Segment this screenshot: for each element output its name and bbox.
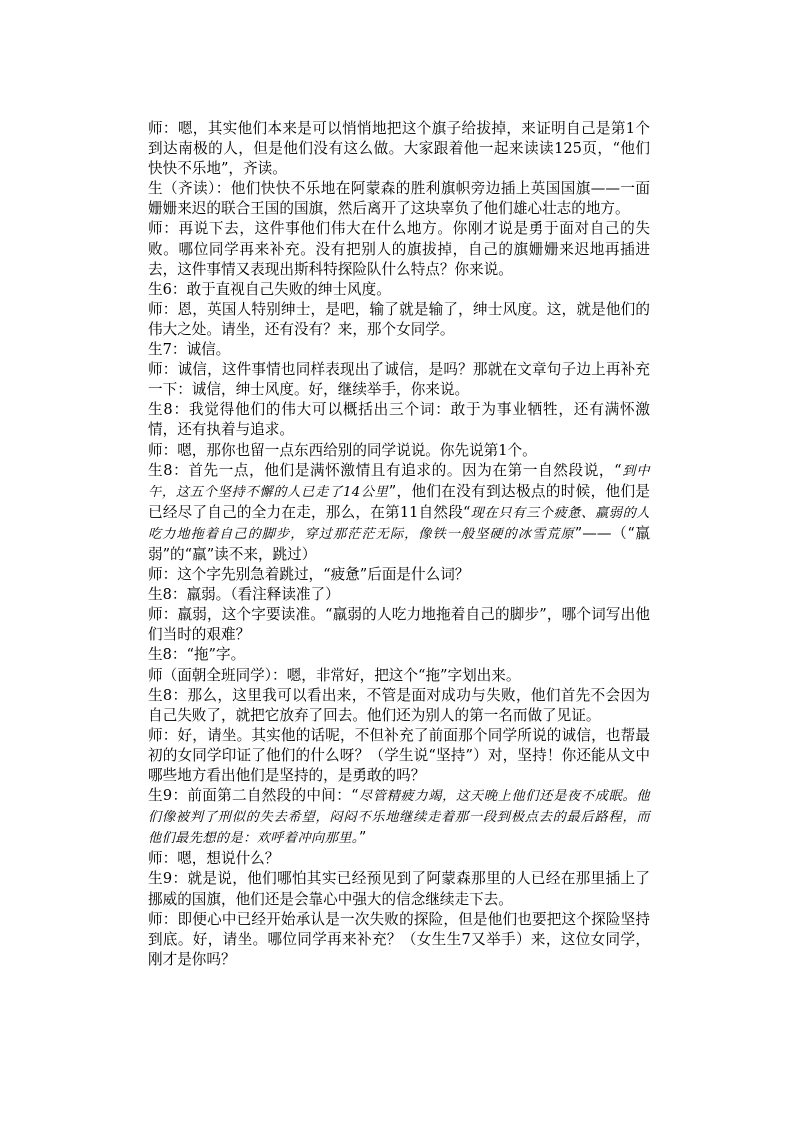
transcript-paragraph: [148, 910, 650, 970]
transcript-paragraph: [148, 849, 650, 869]
transcript-body: [148, 119, 650, 970]
paragraph-text: 师：嗯，想说什么？: [148, 850, 280, 868]
paragraph-text: 师：这个字先别急着跳过，“疲惫”后面是什么词？: [148, 566, 470, 584]
quoted-passage: 到中午，这五个坚持不懈的人已走了14公里: [148, 463, 650, 500]
transcript-paragraph: [148, 340, 650, 360]
transcript-paragraph: [148, 300, 650, 340]
quoted-passage: 现在只有三个疲惫、羸弱的人吃力地拖着自己的脚步，穿过那茫茫无际，像铁一般坚硬的冰雪荒原: [148, 505, 650, 542]
paragraph-text: 生9：前面第二自然段的中间：“: [148, 787, 359, 805]
paragraph-text: 师：好，请坐。其实他的话呢，不但补充了前面那个同学所说的诚信，也帮最初的女同学印证了他们的什么呀？（学生说“坚持”）对，坚持！你还能从文中哪些地方看出他们是坚持的，是勇敢的吗？: [148, 726, 650, 784]
transcript-paragraph: [148, 400, 650, 440]
paragraph-text: 师：羸弱，这个字要读准。“羸弱的人吃力地拖着自己的脚步”，哪个词写出他们当时的艰难？: [148, 606, 650, 644]
transcript-paragraph: [148, 686, 650, 726]
paragraph-text: 师（面朝全班同学）：嗯，非常好，把这个“拖”字划出来。: [148, 666, 521, 684]
paragraph-text: ”: [358, 829, 367, 847]
transcript-paragraph: [148, 786, 650, 849]
paragraph-text: 师：嗯，其实他们本来是可以悄悄地把这个旗子给拔掉，来证明自己是第1个到达南极的人，但是他们没有这么做。大家跟着他一起来读读125页，“他们快快不乐地”，齐读。: [148, 120, 650, 178]
paragraph-text: 生（齐读）：他们快快不乐地在阿蒙森的胜利旗帜旁边插上英国国旗——一面姗姗来迟的联合王国的国旗，然后离开了这块辜负了他们雄心壮志的地方。: [148, 180, 650, 218]
transcript-paragraph: [148, 605, 650, 645]
transcript-paragraph: [148, 280, 650, 300]
transcript-paragraph: [148, 119, 650, 179]
paragraph-text: 生9：就是说，他们哪怕其实已经预见到了阿蒙森那里的人已经在那里插上了挪威的国旗，他们还是会靠心中强大的信念继续走下去。: [148, 870, 650, 908]
transcript-paragraph: [148, 726, 650, 786]
paragraph-text: 生8：羸弱。（看注释读准了）: [148, 586, 340, 604]
transcript-paragraph: [148, 461, 650, 565]
transcript-paragraph: [148, 441, 650, 461]
paragraph-text: ”——（“羸弱”的“羸”读不来，跳过）: [148, 524, 651, 563]
transcript-paragraph: [148, 666, 650, 686]
transcript-paragraph: [148, 219, 650, 279]
transcript-paragraph: [148, 360, 650, 400]
quoted-passage: 尽管精疲力竭，这天晚上他们还是夜不成眠。他们像被判了刑似的失去希望，闷闷不乐地继续走着那一段到极点去的最后路程，而他们最先想的是：欢呼着冲向那里。: [148, 789, 650, 847]
paragraph-text: 生8：那么，这里我可以看出来，不管是面对成功与失败，他们首先不会因为自己失败了，就把它放弃了回去。他们还为别人的第一名而做了见证。: [148, 686, 650, 724]
paragraph-text: 师：恩，英国人特别绅士，是吧，输了就是输了，绅士风度。这，就是他们的伟大之处。请坐，还有没有？来，那个女同学。: [148, 300, 650, 338]
paragraph-text: 师：再说下去，这件事他们伟大在什么地方。你刚才说是勇于面对自己的失败。哪位同学再来补充。没有把别人的旗拔掉，自己的旗姗姗来迟地再插进去，这件事情又表现出斯科特探险队什么特点？你来说。: [148, 220, 650, 278]
transcript-paragraph: [148, 179, 650, 219]
paragraph-text: 生7：诚信。: [148, 341, 231, 359]
transcript-paragraph: [148, 645, 650, 665]
paragraph-text: 生8：“拖”字。: [148, 646, 246, 664]
paragraph-text: 师：诚信，这件事情也同样表现出了诚信，是吗？那就在文章句子边上再补充一下：诚信，绅士风度。好，继续举手，你来说。: [148, 361, 650, 399]
transcript-paragraph: [148, 869, 650, 909]
transcript-paragraph: [148, 585, 650, 605]
transcript-paragraph: [148, 565, 650, 585]
paragraph-text: 生8：首先一点，他们是满怀激情且有追求的。因为在第一自然段说，“: [148, 461, 622, 479]
paragraph-text: 生6：敢于直视自己失败的绅士风度。: [148, 280, 391, 298]
paragraph-text: 师：即便心中已经开始承认是一次失败的探险，但是他们也要把这个探险坚持到底。好，请坐。哪位同学再来补充？（女生生7又举手）来，这位女同学，刚才是你吗？: [148, 910, 650, 968]
paragraph-text: 生8：我觉得他们的伟大可以概括出三个词：敢于为事业牺牲，还有满怀激情，还有执着与追求。: [148, 401, 650, 439]
paragraph-text: ”，他们在没有到达极点的时候，他们是已经尽了自己的全力在走，那么，在第11自然段“: [148, 482, 651, 521]
paragraph-text: 师：嗯，那你也留一点东西给别的同学说说。你先说第1个。: [148, 441, 537, 459]
